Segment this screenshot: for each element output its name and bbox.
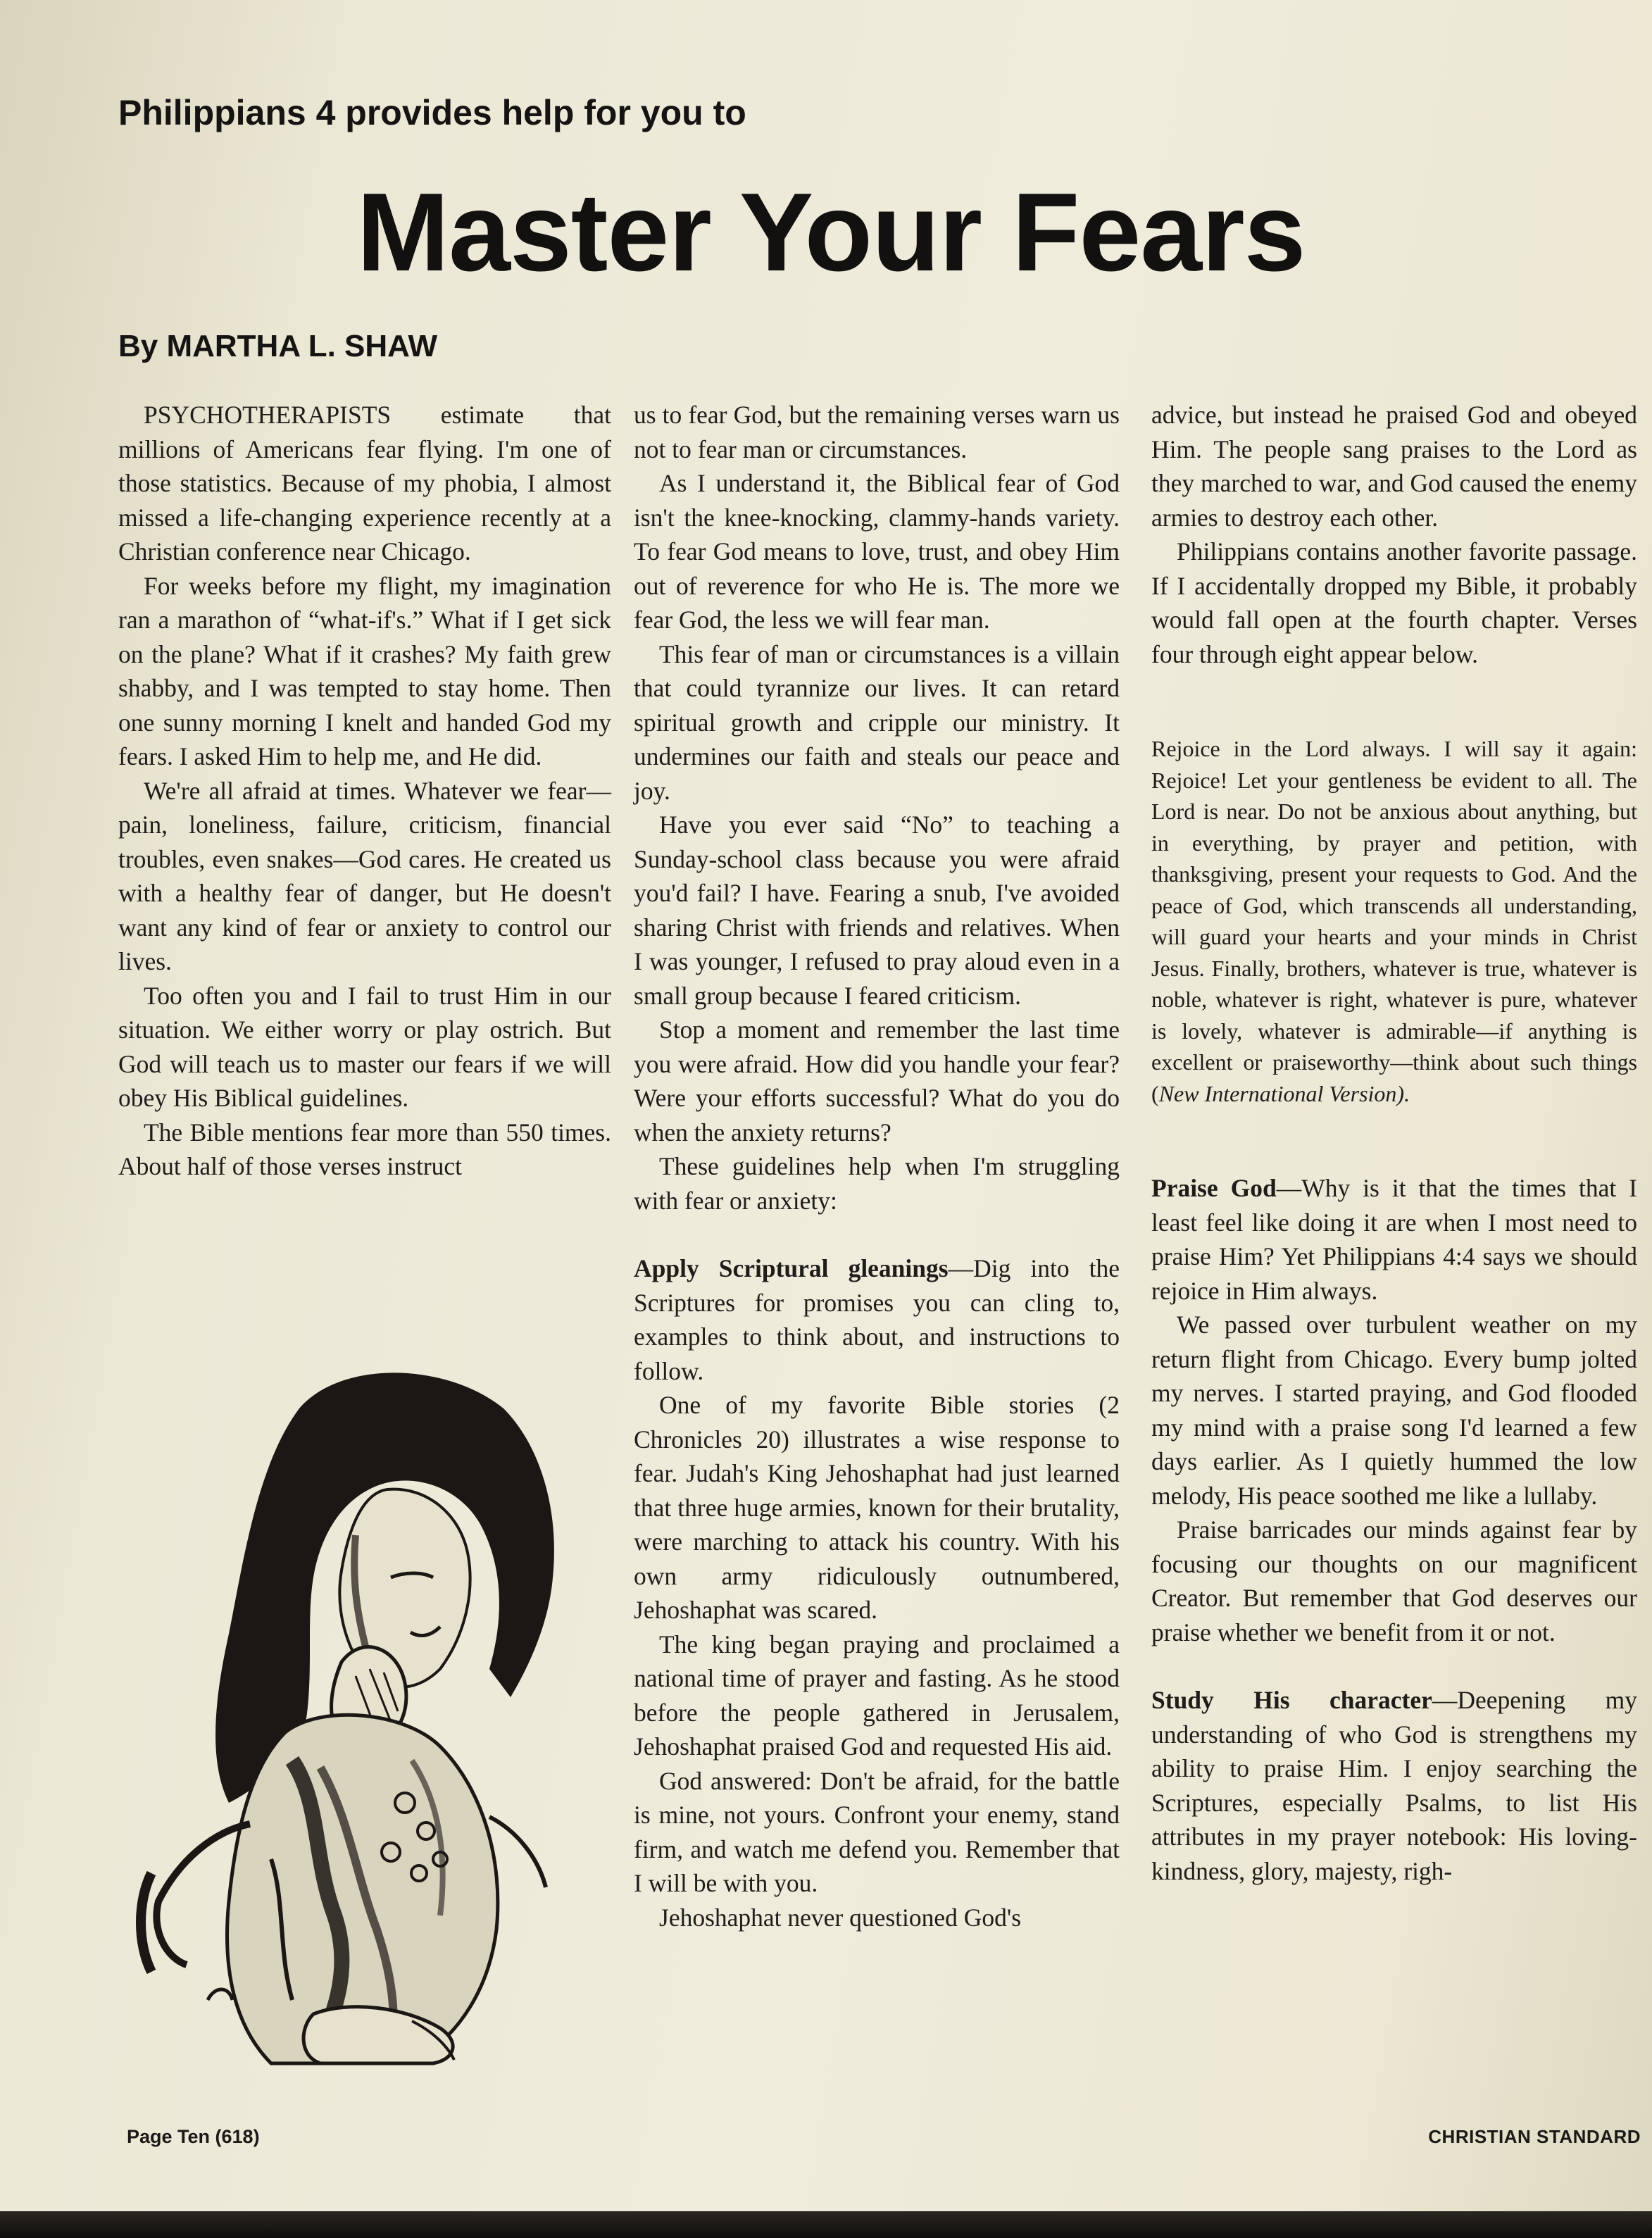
paragraph: us to fear God, but the remaining verses warn us not to fear man or circumstances. <box>634 401 1120 463</box>
paragraph: The Bible mentions fear more than 550 times. About half of those verses instruct <box>118 1118 611 1180</box>
paragraph: Too often you and I fail to trust Him in our situation. We either worry or play ostrich. But God will teach us to master our fears if we will obey His Biblical guidelines. <box>118 981 611 1112</box>
section-heading: Study His character <box>1151 1686 1432 1714</box>
scan-edge <box>0 2211 1652 2238</box>
quote-text: Rejoice in the Lord always. I will say it again: Rejoice! Let your gentleness be evident to all. The Lord is near. Do not be anxious about anything, but in everything, by prayer and petition, with thanksgiving, present your requests to God. And the peace of God, which transcends all understanding, will guard your hearts and your minds in Christ Jesus. Finally, brothers, whatever is true, whatever is noble, whatever is right, whatever is pure, whatever is lovely, whatever is admirable—if anything is excellent or praiseworthy—think about such things ( <box>1151 736 1637 1106</box>
column-1 <box>118 398 611 1184</box>
paragraph: Stop a moment and remember the last time you were afraid. How did you handle your fear? Were your efforts successful? What do you do when the anxiety returns? <box>634 1015 1120 1146</box>
article-byline: By MARTHA L. SHAW <box>118 329 438 363</box>
paragraph: For weeks before my flight, my imagination ran a marathon of “what-if's.” What if I get sick on the plane? What if it crashes? My faith grew shabby, and I was tempted to stay home. Then one sunny morning I knelt and handed God my fears. I asked Him to help me, and He did. <box>118 571 611 770</box>
paragraph: advice, but instead he praised God and obeyed Him. The people sang praises to the Lord as they marched to war, and God caused the enemy armies to destroy each other. <box>1151 401 1637 532</box>
paragraph: The king began praying and proclaimed a national time of prayer and fasting. As he stood before the people gathered in Jerusalem, Jehoshaphat praised God and requested His aid. <box>634 1630 1120 1761</box>
scripture-quote <box>1151 733 1637 1109</box>
section-heading: Praise God <box>1151 1174 1277 1202</box>
quote-source: New International Version). <box>1158 1080 1410 1106</box>
section-text: —Why is it that the times that I least feel like doing it are when I most need to praise Him? Yet Philippians 4:4 says we should rejoice in Him always. <box>1151 1174 1638 1305</box>
article-kicker: Philippians 4 provides help for you to <box>118 93 746 132</box>
paragraph: God answered: Don't be afraid, for the battle is mine, not yours. Confront your enemy, stand firm, and watch me defend you. Remember that I will be with you. <box>634 1766 1120 1897</box>
section-text: —Dig into the Scriptures for promises you can cling to, examples to think about, and instructions to follow. <box>634 1254 1120 1385</box>
paragraph: These guidelines help when I'm struggling with fear or anxiety: <box>634 1152 1120 1215</box>
paragraph: We're all afraid at times. Whatever we fear—pain, loneliness, failure, criticism, financial troubles, even snakes—God cares. He created us with a healthy fear of danger, but He doesn't want any kind of fear or anxiety to control our lives. <box>118 776 611 975</box>
paragraph: Philippians contains another favorite passage. If I accidentally dropped my Bible, it probably would fall open at the fourth chapter. Verses four through eight appear below. <box>1151 537 1637 668</box>
section-paragraph <box>1151 1683 1637 1888</box>
publication-name: CHRISTIAN STANDARD <box>1428 2126 1641 2147</box>
section-heading: Apply Scriptural gleanings <box>634 1254 949 1282</box>
paragraph: As I understand it, the Biblical fear of God isn't the knee-knocking, clammy-hands variety. To fear God means to love, trust, and obey Him out of reverence for who He is. The more we fear God, the less we will fear man. <box>634 469 1120 634</box>
paragraph: PSYCHOTHERAPISTS estimate that millions of Americans fear flying. I'm one of those statistics. Because of my phobia, I almost missed a life-changing experience recently at a Christian conference near Chicago. <box>118 401 611 565</box>
column-2 <box>634 398 1120 1934</box>
woman-praying-illustration <box>109 1366 634 2070</box>
paragraph: Praise barricades our minds against fear by focusing our thoughts on our magnificent Creator. But remember that God deserves our praise whether we benefit from it or not. <box>1151 1515 1637 1646</box>
paragraph: Have you ever said “No” to teaching a Sunday-school class because you were afraid you'd fail? I have. Fearing a snub, I've avoided sharing Christ with friends and relatives. When I was younger, I refused to pray aloud even in a small group because I feared criticism. <box>634 811 1120 1010</box>
paragraph: We passed over turbulent weather on my return flight from Chicago. Every bump jolted my nerves. I started praying, and God flooded my mind with a praise song I'd learned a few days earlier. As I quietly hummed the low melody, His peace soothed me like a lullaby. <box>1151 1311 1637 1510</box>
section-paragraph <box>1151 1171 1637 1308</box>
column-3 <box>1151 398 1637 1888</box>
page-number: Page Ten (618) <box>127 2126 260 2147</box>
paragraph: One of my favorite Bible stories (2 Chronicles 20) illustrates a wise response to fear. Judah's King Jehoshaphat had just learned that three huge armies, known for their brutality, were marching to attack his country. With his own army ridiculously outnumbered, Jehoshaphat was scared. <box>634 1391 1120 1624</box>
section-text: —Deepening my understanding of who God is strengthens my ability to praise Him. I enjoy searching the Scriptures, especially Psalms, to list His attributes in my prayer notebook: His loving-kindness, glory, majesty, righ- <box>1151 1686 1637 1885</box>
paragraph: This fear of man or circumstances is a villain that could tyrannize our lives. It can retard spiritual growth and cripple our ministry. It undermines our faith and steals our peace and joy. <box>634 639 1120 805</box>
section-paragraph <box>634 1251 1120 1388</box>
article-title: Master Your Fears <box>356 170 1306 294</box>
paragraph: Jehoshaphat never questioned God's <box>659 1903 1022 1932</box>
